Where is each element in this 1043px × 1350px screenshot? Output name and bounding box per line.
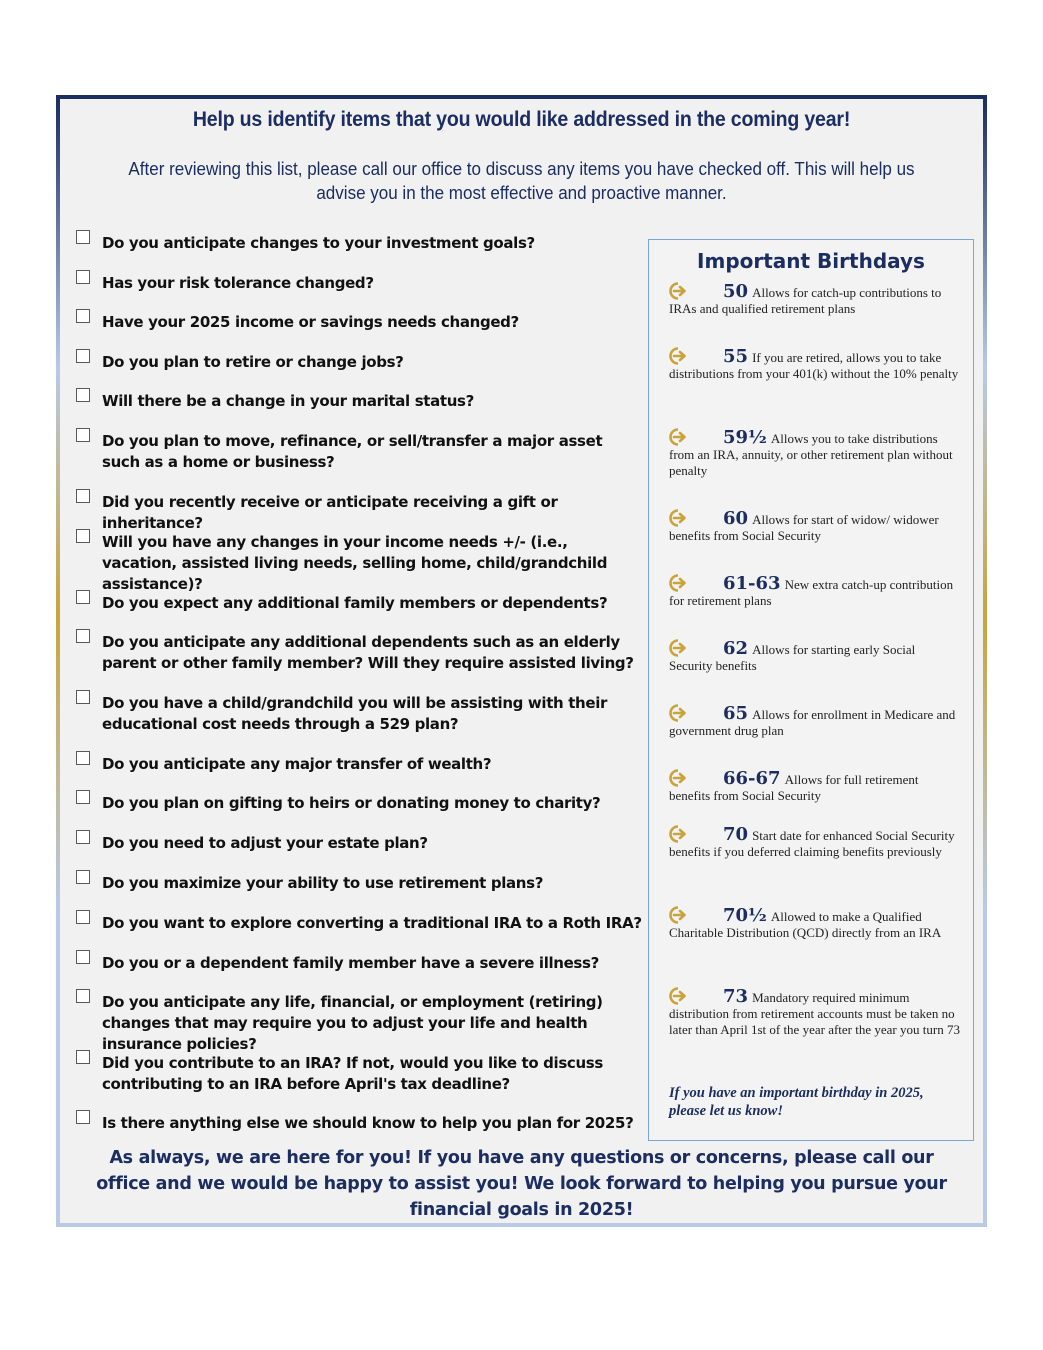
arrow-right-circle-icon — [669, 428, 689, 446]
birthday-age: 65 — [723, 703, 749, 724]
birthday-age: 59½ — [723, 427, 767, 448]
question-item[interactable] — [76, 754, 642, 775]
arrow-right-circle-icon — [669, 906, 689, 924]
question-item[interactable] — [76, 1053, 642, 1095]
checkbox-icon[interactable] — [76, 1110, 90, 1124]
question-text: Do you anticipate changes to your investment goals? — [102, 234, 535, 252]
checkbox-icon[interactable] — [76, 428, 90, 442]
question-item[interactable] — [76, 492, 642, 534]
checkbox-icon[interactable] — [76, 270, 90, 284]
arrow-right-circle-icon — [669, 704, 689, 722]
birthday-item — [669, 638, 961, 674]
arrow-right-circle-icon — [669, 347, 689, 365]
birthday-item — [669, 427, 961, 479]
birthday-age: 70½ — [723, 905, 767, 926]
arrow-right-circle-icon — [669, 825, 689, 843]
question-item[interactable] — [76, 873, 642, 894]
birthdays-title: Important Birthdays — [697, 249, 925, 273]
birthday-description: Allows for start of widow/ widower benefits from Social Security — [669, 512, 939, 543]
birthday-age: 66-67 — [723, 768, 781, 789]
question-text: Has your risk tolerance changed? — [102, 274, 374, 292]
arrow-right-circle-icon — [669, 282, 689, 300]
question-text: Do you anticipate any life, financial, or employment (retiring) changes that may require you to adjust your life and health insurance policies? — [102, 993, 603, 1053]
question-text: Do you have a child/grandchild you will be assisting with their educational cost needs through a 529 plan? — [102, 694, 608, 733]
page-heading: Help us identify items that you would like addressed in the coming year! — [192, 108, 851, 131]
checkbox-icon[interactable] — [76, 590, 90, 604]
birthday-item — [669, 508, 961, 544]
birthday-description: Allows for starting early Social Security benefits — [669, 642, 916, 673]
checkbox-icon[interactable] — [76, 790, 90, 804]
arrow-right-circle-icon — [669, 769, 689, 787]
important-birthdays-panel — [648, 239, 974, 1141]
question-item[interactable] — [76, 593, 642, 614]
checkbox-icon[interactable] — [76, 629, 90, 643]
question-item[interactable] — [76, 632, 642, 674]
birthday-age: 70 — [723, 824, 749, 845]
question-text: Do you plan to move, refinance, or sell/transfer a major asset such as a home or business? — [102, 432, 603, 471]
question-item[interactable] — [76, 793, 642, 814]
checkbox-icon[interactable] — [76, 830, 90, 844]
question-text: Do you maximize your ability to use retirement plans? — [102, 874, 544, 892]
birthday-item — [669, 986, 961, 1038]
checkbox-icon[interactable] — [76, 489, 90, 503]
question-text: Do you want to explore converting a traditional IRA to a Roth IRA? — [102, 914, 642, 932]
question-text: Do you anticipate any major transfer of wealth? — [102, 755, 492, 773]
question-item[interactable] — [76, 992, 642, 1055]
birthday-item — [669, 824, 961, 860]
checkbox-icon[interactable] — [76, 950, 90, 964]
checkbox-icon[interactable] — [76, 309, 90, 323]
question-text: Did you contribute to an IRA? If not, would you like to discuss contributing to an IRA before April's tax deadline? — [102, 1054, 603, 1093]
birthday-note: If you have an important birthday in 2025, please let us know! — [669, 1085, 924, 1119]
checkbox-icon[interactable] — [76, 910, 90, 924]
intro-text: After reviewing this list, please call our office to discuss any items you have checked off. This will help us advise you in the most effective and proactive manner. — [128, 158, 915, 203]
birthday-item — [669, 573, 961, 609]
birthday-item — [669, 281, 961, 317]
birthday-description: Allows for catch-up contributions to IRAs and qualified retirement plans — [669, 285, 942, 316]
birthday-description: New extra catch-up contribution for retirement plans — [669, 577, 954, 608]
birthday-description: Allows you to take distributions from an IRA, annuity, or other retirement plan without penalty — [669, 431, 953, 478]
question-item[interactable] — [76, 273, 642, 294]
birthday-age: 61-63 — [723, 573, 781, 594]
question-item[interactable] — [76, 833, 642, 854]
birthday-age: 50 — [723, 281, 749, 302]
checkbox-icon[interactable] — [76, 870, 90, 884]
birthday-description: Start date for enhanced Social Security benefits if you deferred claiming benefits previously — [669, 828, 955, 859]
question-text: Will you have any changes in your income needs +/- (i.e., vacation, assisted living needs, selling home, child/grandchild assistance)? — [102, 533, 608, 593]
question-text: Did you recently receive or anticipate receiving a gift or inheritance? — [102, 493, 558, 532]
question-item[interactable] — [76, 953, 642, 974]
birthday-age: 62 — [723, 638, 749, 659]
question-item[interactable] — [76, 391, 642, 412]
birthday-item — [669, 346, 961, 382]
birthday-item — [669, 768, 961, 804]
question-text: Have your 2025 income or savings needs changed? — [102, 313, 519, 331]
checkbox-icon[interactable] — [76, 989, 90, 1003]
arrow-right-circle-icon — [669, 509, 689, 527]
birthday-description: Allows for full retirement benefits from Social Security — [669, 772, 919, 803]
question-item[interactable] — [76, 431, 642, 473]
question-text: Do you anticipate any additional dependents such as an elderly parent or other family member? Will they require assisted living? — [102, 633, 634, 672]
checkbox-icon[interactable] — [76, 230, 90, 244]
question-text: Do you or a dependent family member have a severe illness? — [102, 954, 599, 972]
birthday-description: If you are retired, allows you to take distributions from your 401(k) without the 10% penalty — [669, 350, 959, 381]
question-item[interactable] — [76, 693, 642, 735]
question-text: Do you plan on gifting to heirs or donating money to charity? — [102, 794, 601, 812]
birthday-description: Allows for enrollment in Medicare and government drug plan — [669, 707, 956, 738]
question-text: Do you expect any additional family members or dependents? — [102, 594, 608, 612]
checkbox-icon[interactable] — [76, 1050, 90, 1064]
checkbox-icon[interactable] — [76, 690, 90, 704]
question-item[interactable] — [76, 913, 642, 934]
checkbox-icon[interactable] — [76, 529, 90, 543]
question-item[interactable] — [76, 352, 642, 373]
question-item[interactable] — [76, 532, 642, 595]
birthday-description: Allowed to make a Qualified Charitable Distribution (QCD) directly from an IRA — [669, 909, 942, 940]
birthday-age: 55 — [723, 346, 749, 367]
question-item[interactable] — [76, 233, 642, 254]
checklist-card — [56, 95, 987, 1227]
question-item[interactable] — [76, 1113, 642, 1134]
birthday-description: Mandatory required minimum distribution from retirement accounts must be taken no later than April 1st of the year after the year you turn 73 — [669, 990, 960, 1037]
question-text: Do you plan to retire or change jobs? — [102, 353, 404, 371]
checkbox-icon[interactable] — [76, 751, 90, 765]
question-text: Do you need to adjust your estate plan? — [102, 834, 428, 852]
birthday-age: 73 — [723, 986, 749, 1007]
birthday-age: 60 — [723, 508, 749, 529]
arrow-right-circle-icon — [669, 574, 689, 592]
checkbox-icon[interactable] — [76, 349, 90, 363]
question-text: Will there be a change in your marital status? — [102, 392, 474, 410]
checkbox-icon[interactable] — [76, 388, 90, 402]
closing-message: As always, we are here for you! If you have any questions or concerns, please call our office and we would be happy to assist you! We look forward to helping you pursue your financial goals in 2025! — [96, 1148, 947, 1220]
birthday-item — [669, 905, 961, 941]
question-text: Is there anything else we should know to help you plan for 2025? — [102, 1114, 634, 1132]
question-item[interactable] — [76, 312, 642, 333]
arrow-right-circle-icon — [669, 987, 689, 1005]
birthday-item — [669, 703, 961, 739]
arrow-right-circle-icon — [669, 639, 689, 657]
